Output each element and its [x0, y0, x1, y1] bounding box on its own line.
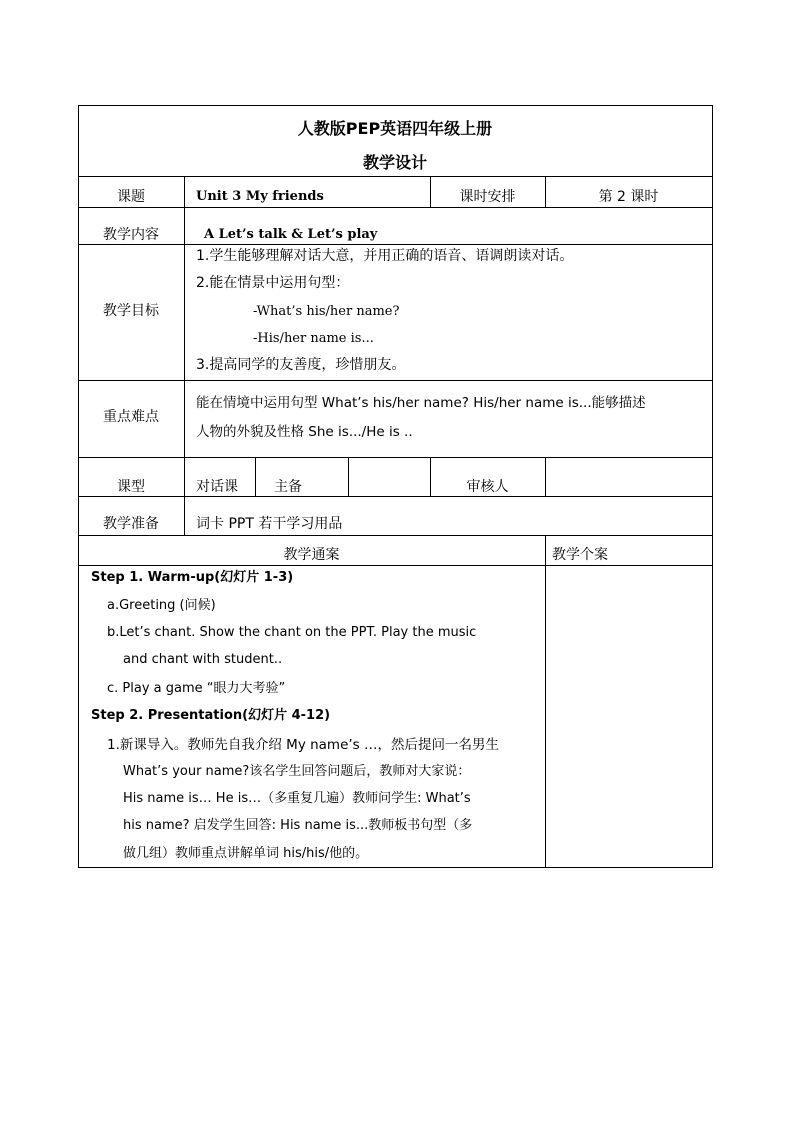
topic-value: Unit 3 My friends — [196, 189, 324, 204]
row-divider — [78, 244, 713, 245]
document-subtitle: 教学设计 — [362, 153, 427, 172]
plan-line: a.Greeting (问候) — [107, 598, 216, 613]
table-border-right — [712, 105, 713, 868]
goal-line: 3.提高同学的友善度，珍惜朋友。 — [196, 357, 406, 373]
key-line: 能在情境中运用句型 What’s his/her name? His/her name is...能够描述 — [196, 395, 646, 411]
plan-step-heading: Step 2. Presentation(幻灯片 4-12) — [91, 708, 331, 723]
plan-line: and chant with student.. — [123, 652, 283, 667]
content-label: 教学内容 — [103, 227, 159, 243]
goal-line: -His/her name is... — [253, 331, 374, 346]
type-value: 对话课 — [196, 479, 238, 495]
row-divider — [78, 457, 713, 458]
table-border-top — [78, 105, 713, 106]
table-border-bottom — [78, 867, 713, 868]
preparation-value: 词卡 PPT 若干学习用品 — [196, 516, 343, 532]
prep-label: 主备 — [274, 479, 302, 495]
plan-line: His name is… He is…（多重复几遍）教师问学生: What’s — [123, 791, 471, 806]
plan-line: 1.新课导入。教师先自我介绍 My name’s …，然后提问一名男生 — [107, 737, 500, 753]
row-divider — [78, 176, 713, 177]
plan-step-heading: Step 1. Warm-up(幻灯片 1-3) — [91, 570, 294, 585]
type-divider — [545, 457, 546, 496]
plan-line: 做几组）教师重点讲解单词 his/his/他的。 — [123, 846, 369, 861]
type-divider — [255, 457, 256, 496]
plan-line: What’s your name?该名学生回答问题后，教师对大家说： — [123, 764, 471, 779]
row-divider — [78, 496, 713, 497]
preparation-label: 教学准备 — [103, 516, 159, 532]
row-divider — [78, 207, 713, 208]
goal-line: -What’s his/her name? — [253, 304, 400, 319]
goal-line: 2.能在情景中运用句型： — [196, 275, 350, 291]
row-divider — [78, 565, 713, 566]
row-divider — [78, 380, 713, 381]
individual-plan-header: 教学个案 — [552, 547, 608, 563]
plan-column-divider — [545, 535, 546, 867]
type-label: 课型 — [117, 479, 145, 495]
type-divider — [348, 457, 349, 496]
content-value: A Let’s talk & Let’s play — [204, 227, 378, 242]
review-label: 审核人 — [466, 479, 509, 495]
row-divider — [78, 535, 713, 536]
schedule-value: 第 2 课时 — [598, 189, 659, 205]
label-column-divider — [184, 176, 185, 535]
plan-line: b.Let’s chant. Show the chant on the PPT. Play the music — [107, 625, 477, 640]
plan-line: his name? 启发学生回答: His name is...教师板书句型（多 — [123, 818, 473, 833]
goal-line: 1.学生能够理解对话大意，并用正确的语音、语调朗读对话。 — [196, 248, 574, 264]
document-title: 人教版PEP英语四年级上册 — [297, 119, 493, 138]
plan-line: c. Play a game “眼力大考验” — [107, 681, 286, 696]
common-plan-header: 教学通案 — [283, 547, 340, 563]
schedule-label: 课时安排 — [459, 189, 516, 205]
goals-label: 教学目标 — [103, 303, 159, 319]
key-line: 人物的外貌及性格 She is.../He is .. — [196, 424, 413, 440]
topic-label: 课题 — [117, 189, 145, 205]
key-label: 重点难点 — [103, 409, 159, 425]
